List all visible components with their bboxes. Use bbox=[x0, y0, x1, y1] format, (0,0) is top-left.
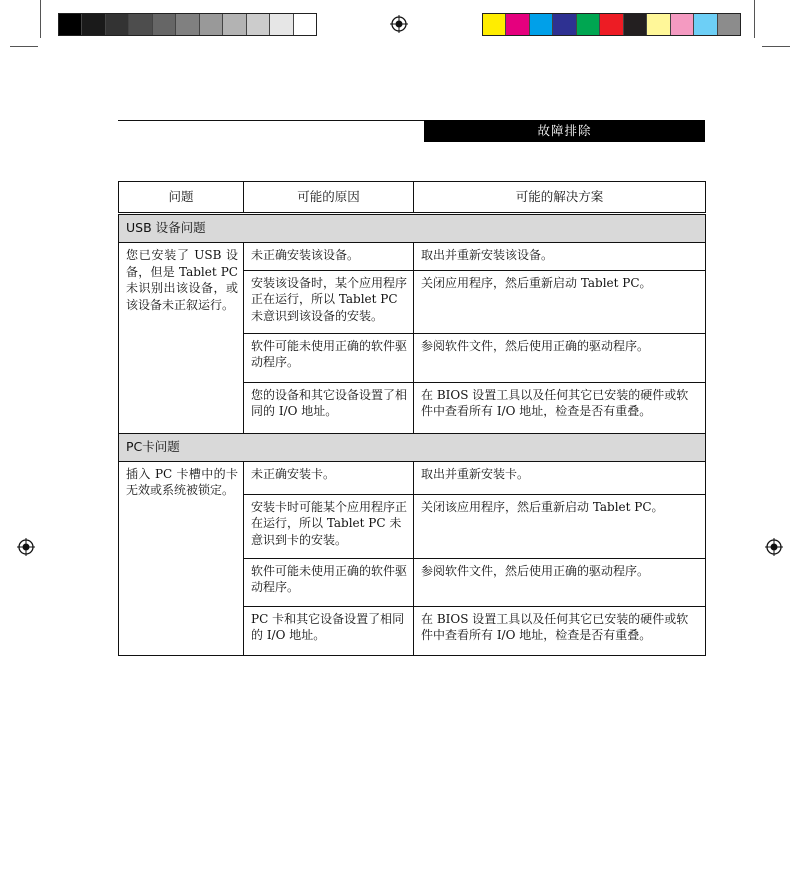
solution-text: 参阅软件文件，然后使用正确的驱动程序。 bbox=[421, 338, 650, 353]
gray-swatch bbox=[247, 14, 270, 35]
section-title-usb: USB 设备问题 bbox=[119, 215, 706, 243]
gray-swatch bbox=[82, 14, 105, 35]
gray-swatch bbox=[129, 14, 152, 35]
solution-text: 参阅软件文件，然后使用正确的驱动程序。 bbox=[421, 563, 650, 578]
problem-text: 插入 PC 卡槽中的卡无效或系统被锁定。 bbox=[126, 466, 238, 497]
color-swatch bbox=[624, 14, 647, 35]
color-swatch bbox=[553, 14, 576, 35]
cause-text: 安装卡时可能某个应用程序正在运行，所以 Tablet PC 未意识到卡的安装。 bbox=[251, 499, 408, 547]
crop-mark-top-right-vertical bbox=[754, 0, 755, 38]
gray-swatch bbox=[59, 14, 82, 35]
color-swatch bbox=[671, 14, 694, 35]
gray-swatch bbox=[176, 14, 199, 35]
color-swatch bbox=[506, 14, 529, 35]
section-header: 故障排除 bbox=[424, 120, 705, 142]
cause-text: 未正确安装该设备。 bbox=[251, 248, 360, 262]
solution-text: 在 BIOS 设置工具以及任何其它已安装的硬件或软件中查看所有 I/O 地址，检查是否有重叠。 bbox=[421, 387, 689, 418]
troubleshooting-table bbox=[118, 181, 706, 656]
solution-text: 在 BIOS 设置工具以及任何其它已安装的硬件或软件中查看所有 I/O 地址，检查是否有重叠。 bbox=[421, 611, 689, 642]
header-rule bbox=[118, 120, 424, 121]
table-row bbox=[119, 461, 706, 494]
column-header-cause: 可能的原因 bbox=[244, 182, 414, 213]
crop-mark-top-left bbox=[10, 46, 38, 47]
registration-mark-left-icon bbox=[17, 538, 35, 556]
crop-mark-top-right bbox=[762, 46, 790, 47]
registration-mark-top-icon bbox=[390, 15, 408, 33]
cause-text: PC 卡和其它设备设置了相同的 I/O 地址。 bbox=[251, 611, 405, 642]
cause-text: 安装该设备时，某个应用程序正在运行，所以 Tablet PC 未意识到该设备的安装。 bbox=[251, 275, 408, 323]
section-row-usb bbox=[119, 215, 706, 243]
color-swatch bbox=[647, 14, 670, 35]
registration-mark-right-icon bbox=[765, 538, 783, 556]
section-row-pc-card bbox=[119, 433, 706, 461]
grayscale-calibration-bar bbox=[58, 13, 317, 36]
solution-text: 关闭该应用程序，然后重新启动 Tablet PC。 bbox=[421, 499, 664, 514]
cause-text: 您的设备和其它设备设置了相同的 I/O 地址。 bbox=[251, 387, 408, 418]
cause-text: 未正确安装卡。 bbox=[251, 466, 336, 481]
problem-text: 您已安装了 USB 设备，但是 Tablet PC 未识别出该设备，或该设备未正叙运行。 bbox=[126, 248, 238, 312]
gray-swatch bbox=[153, 14, 176, 35]
crop-mark-top-left-vertical bbox=[40, 0, 41, 38]
problem-cell-usb bbox=[119, 243, 244, 434]
gray-swatch bbox=[200, 14, 223, 35]
cause-text: 软件可能未使用正确的软件驱动程序。 bbox=[251, 338, 408, 369]
gray-swatch bbox=[294, 14, 316, 35]
color-swatch bbox=[577, 14, 600, 35]
column-header-problem: 问题 bbox=[119, 182, 244, 213]
section-title-pc-card: PC卡问题 bbox=[119, 433, 706, 461]
color-swatch bbox=[600, 14, 623, 35]
table-header-row bbox=[119, 182, 706, 213]
solution-text: 取出并重新安装卡。 bbox=[421, 466, 530, 481]
solution-text: 关闭应用程序，然后重新启动 Tablet PC。 bbox=[421, 275, 652, 290]
color-swatch bbox=[483, 14, 506, 35]
color-swatch bbox=[694, 14, 717, 35]
problem-cell-pc-card bbox=[119, 461, 244, 655]
table-row bbox=[119, 243, 706, 271]
cause-text: 软件可能未使用正确的软件驱动程序。 bbox=[251, 563, 408, 594]
gray-swatch bbox=[270, 14, 293, 35]
gray-swatch bbox=[106, 14, 129, 35]
gray-swatch bbox=[223, 14, 246, 35]
color-swatch bbox=[718, 14, 740, 35]
color-swatch bbox=[530, 14, 553, 35]
column-header-solution: 可能的解决方案 bbox=[414, 182, 706, 213]
solution-text: 取出并重新安装该设备。 bbox=[421, 248, 554, 262]
color-calibration-bar bbox=[482, 13, 741, 36]
